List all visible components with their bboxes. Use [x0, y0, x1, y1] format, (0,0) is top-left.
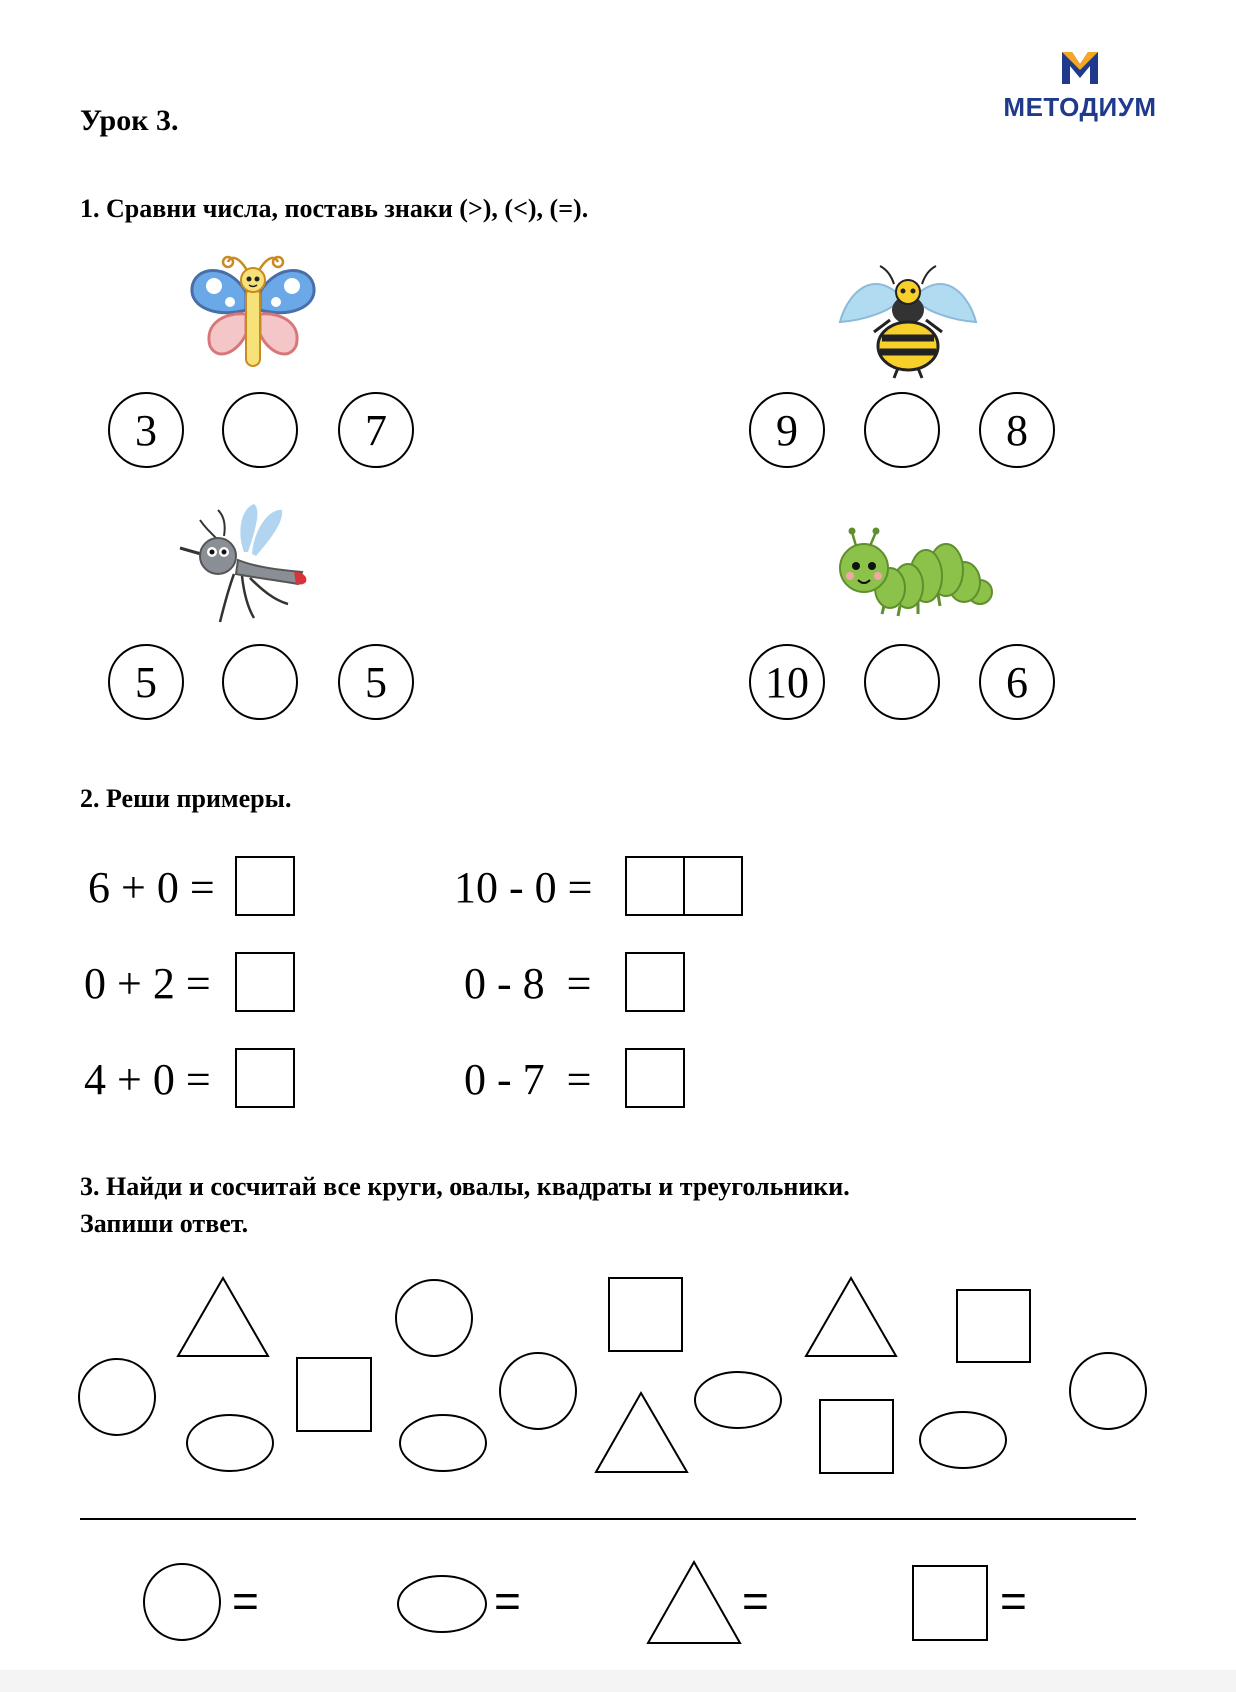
task1-label: 1. Сравни числа, поставь знаки (>), (<), (=).	[80, 194, 589, 223]
example-expression: 0 - 8 =	[464, 959, 592, 1008]
legend-triangle-icon	[646, 1560, 742, 1646]
example-expression: 4 + 0 =	[84, 1055, 211, 1104]
square-shape	[820, 1400, 893, 1473]
lesson-title: Урок 3.	[80, 104, 179, 137]
legend-oval-equals: =	[494, 1575, 521, 1627]
triangle-shape	[596, 1393, 687, 1472]
oval-shape	[400, 1415, 486, 1471]
compare-right-number: 5	[338, 644, 414, 720]
page-bottom-edge	[0, 1670, 1236, 1692]
square-shape	[957, 1290, 1030, 1362]
legend-oval-icon	[396, 1574, 488, 1634]
legend-circle-icon	[142, 1562, 222, 1642]
example-expression: 0 - 7 =	[464, 1055, 592, 1104]
compare-right-number: 7	[338, 392, 414, 468]
example-expression: 10 - 0 =	[454, 863, 593, 912]
circle-shape	[79, 1359, 155, 1435]
compare-left-number: 9	[749, 392, 825, 468]
compare-right-number: 8	[979, 392, 1055, 468]
oval-shape	[187, 1415, 273, 1471]
legend-circle-equals: =	[232, 1575, 259, 1627]
square-shape	[609, 1278, 682, 1351]
circle-shape	[1070, 1353, 1146, 1429]
example-expression: 6 + 0 =	[88, 863, 215, 912]
compare-right-number: 6	[979, 644, 1055, 720]
logo-text: МЕТОДИУМ	[1003, 92, 1157, 122]
circle-shape	[500, 1353, 576, 1429]
divider-line	[80, 1518, 1136, 1520]
legend-triangle-equals: =	[742, 1575, 769, 1627]
legend-square-icon	[912, 1565, 988, 1641]
triangle-shape	[178, 1278, 268, 1356]
task3-label-line2: Запиши ответ.	[80, 1209, 249, 1238]
task3-label-line1: 3. Найди и сосчитай все круги, овалы, квадраты и треугольники.	[80, 1172, 850, 1201]
circle-shape	[396, 1280, 472, 1356]
oval-shape	[920, 1412, 1006, 1468]
square-shape	[297, 1358, 371, 1431]
triangle-shape	[806, 1278, 896, 1356]
task2-label: 2. Реши примеры.	[80, 784, 292, 813]
oval-shape	[695, 1372, 781, 1428]
compare-left-number: 5	[108, 644, 184, 720]
compare-left-number: 10	[749, 644, 825, 720]
legend-square-equals: =	[1000, 1575, 1027, 1627]
compare-left-number: 3	[108, 392, 184, 468]
example-expression: 0 + 2 =	[84, 959, 211, 1008]
